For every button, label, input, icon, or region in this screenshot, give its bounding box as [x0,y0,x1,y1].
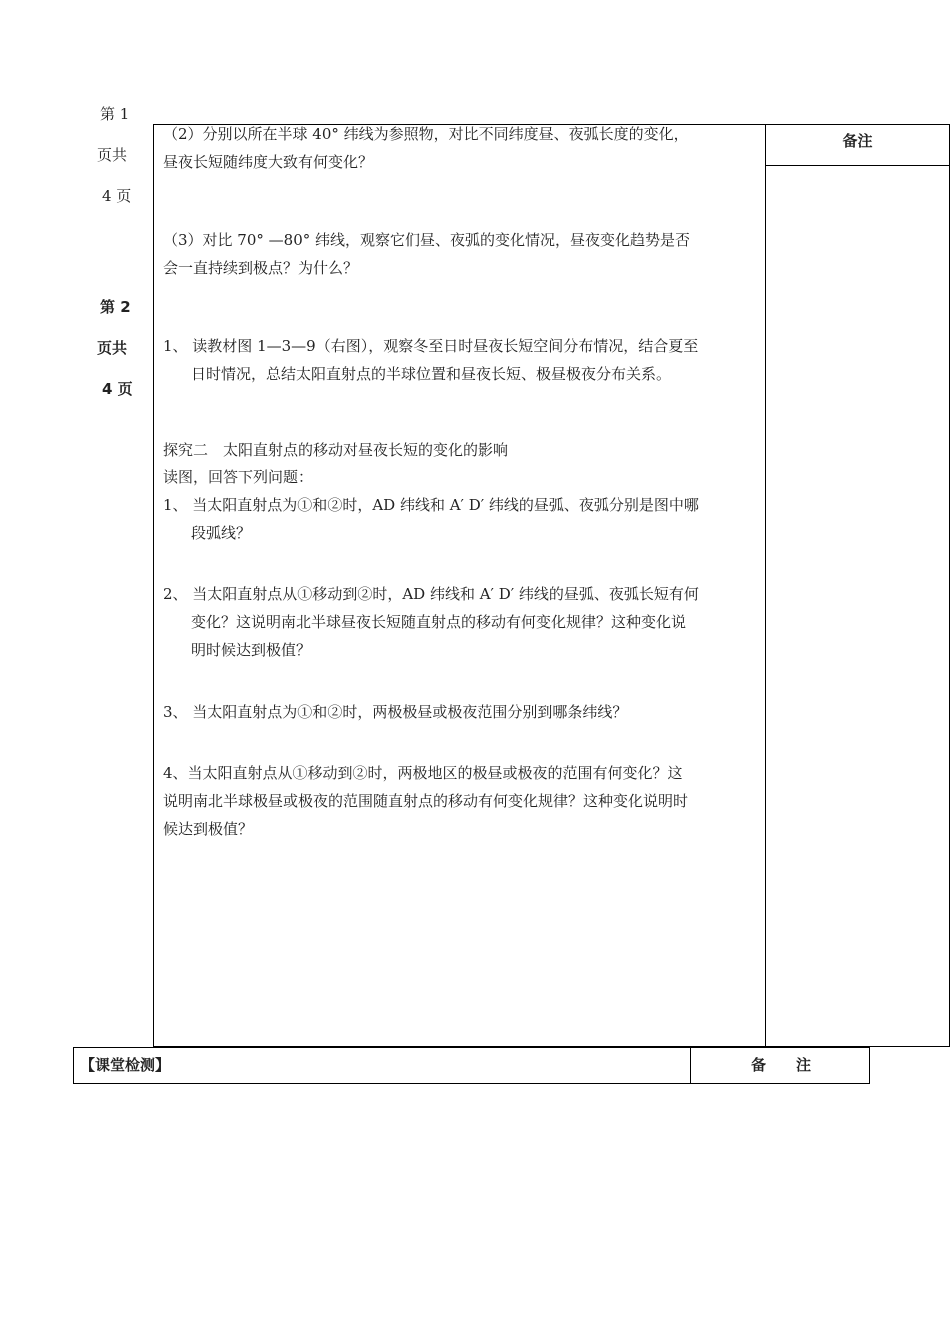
s1-line1: 1、 当太阳直射点为①和②时，AD 纬线和 A′ D′ 纬线的昼弧、夜弧分别是图中哪 [163,496,699,514]
table-left-border [153,124,154,1047]
s4-line2: 说明南北半球极昼或极夜的范围随直射点的移动有何变化规律？这种变化说明时 [163,792,689,810]
s4-line1: 4、当太阳直射点从①移动到②时，两极地区的极昼或极夜的范围有何变化？这 [163,764,683,782]
s2-line3: 明时候达到极值？ [191,641,312,659]
q3-line1: （3）对比 70° —80° 纬线，观察它们昼、夜弧的变化情况，昼夜变化趋势是否 [163,231,691,249]
q2-line1: （2）分别以所在半球 40° 纬线为参照物，对比不同纬度昼、夜弧长度的变化， [163,125,689,143]
notes-header-divider [765,165,950,166]
q3-line2: 会一直持续到极点？为什么？ [163,259,359,277]
page-label-1-line3: 4 页 [102,187,132,205]
item1-line1: 1、 读教材图 1—3—9（右图），观察冬至日时昼夜长短空间分布情况，结合夏至 [163,337,699,355]
q2-line2: 昼夜长短随纬度大致有何变化？ [163,153,374,171]
notes-header: 备注 [842,132,873,150]
class-check-title: 【课堂检测】 [80,1056,171,1074]
s1-line2: 段弧线？ [191,524,252,542]
page-label-2-line3: 4 页 [102,380,133,398]
s3-line1: 3、 当太阳直射点为①和②时，两极极昼或极夜范围分别到哪条纬线？ [163,703,628,721]
page-label-2-line2: 页共 [97,339,128,357]
table-middle-border [765,124,766,1047]
item1-line2: 日时情况，总结太阳直射点的半球位置和昼夜长短、极昼极夜分布关系。 [191,365,672,383]
page-label-1-line1: 第 1 [100,105,130,123]
class-check-notes: 备 注 [750,1056,811,1074]
read-prompt: 读图，回答下列问题： [163,468,314,486]
page-label-2-line1: 第 2 [100,298,131,316]
s4-line3: 候达到极值？ [163,820,254,838]
class-check-table [73,1047,870,1084]
s2-line1: 2、 当太阳直射点从①移动到②时，AD 纬线和 A′ D′ 纬线的昼弧、夜弧长短有何 [163,585,699,603]
s2-line2: 变化？这说明南北半球昼夜长短随直射点的移动有何变化规律？这种变化说 [191,613,687,631]
explore2-title: 探究二 太阳直射点的移动对昼夜长短的变化的影响 [163,441,509,459]
page-label-1-line2: 页共 [97,146,128,164]
